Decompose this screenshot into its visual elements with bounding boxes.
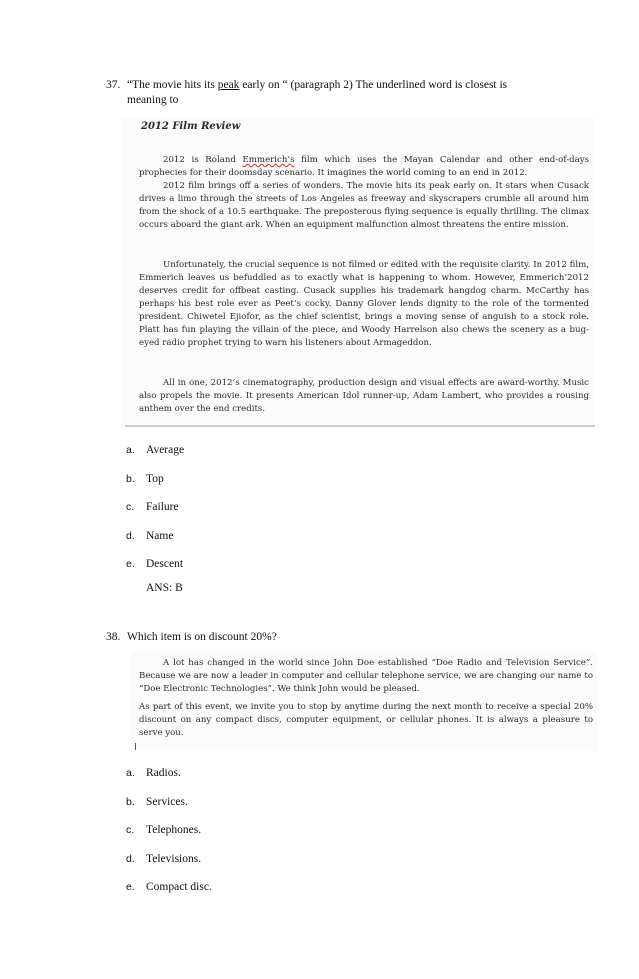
underlined-word: peak: [217, 79, 240, 91]
passage-paragraph-3: Unfortunately, the crucial sequence is not filmed or edited with the requisite clarity. In 2012 film, Emmerich leaves us befuddled as to exactly what is happening to whom. However, Emmerich’2012 deserves credit for offbeat casting. Cusack supplies his trademark hangdog charm. McCarthy has perhaps his best role ever as Peet’s cocky. Danny Glover lends dignity to the role of the tormented president. Chiwetel Ejiofor, as the chief scientist, brings a moving sense of anguish to a stock role. Platt has fun playing the villain of the piece, and Woody Harrelson also chews the scenery as a bug-eyed radio prophet trying to warn his listeners about Armageddon.: [139, 260, 589, 348]
option-b[interactable]: b. Services.: [126, 796, 188, 808]
option-b[interactable]: b. Top: [126, 473, 164, 485]
option-e[interactable]: e. Compact disc.: [126, 881, 212, 893]
question-number: 37.: [106, 79, 121, 91]
question-38: [106, 630, 546, 645]
passage-title: 2012 Film Review: [141, 121, 241, 132]
spellcheck-word: Emmerich’s: [242, 155, 295, 165]
option-a[interactable]: a. Radios.: [126, 767, 181, 779]
notice-paragraph-2: As part of this event, we invite you to stop by anytime during the next month to receive a special 20% discount on any compact discs, computer equipment, or cellular phones. It is always a pleasure to serve you.: [139, 702, 593, 738]
notice-paragraph-1: A lot has changed in the world since John Doe established “Doe Radio and Television Service”. Because we are now a leader in computer and cellular telephone service, we are changing our name to “Doe Electronic Technologies”. We think John would be pleased.: [139, 658, 593, 694]
answer-key: ANS: B: [146, 582, 183, 594]
option-c[interactable]: c. Failure: [126, 501, 179, 513]
question-number: 38.: [106, 631, 121, 643]
option-e[interactable]: e. Descent: [126, 558, 184, 570]
question-text-continued: meaning to: [127, 94, 179, 106]
text-cursor-mark: [135, 743, 136, 750]
film-review-passage-image: [121, 118, 595, 427]
image-bottom-edge: [125, 425, 595, 427]
passage-paragraph-2: 2012 film brings off a series of wonders. The movie hits its peak early on. It stars when Cusack drives a limo through the streets of Los Angeles as freeway and skyscrapers crumble all around him from the shock of a 10.5 earthquake. The preposterous flying sequence is equally thrilling. The climax occurs aboard the giant ark. When an equipment malfunction almost threatens the entire mission.: [139, 181, 589, 230]
question-37: [106, 78, 546, 108]
option-d[interactable]: d. Name: [126, 530, 174, 542]
option-c[interactable]: c. Telephones.: [126, 824, 202, 836]
option-d[interactable]: d. Televisions.: [126, 853, 202, 865]
option-a[interactable]: a. Average: [126, 444, 185, 456]
question-text-post: early on “ (paragraph 2) The underlined word is closest is: [239, 79, 508, 91]
passage-paragraph-4: All in one, 2012’s cinematography, production design and visual effects are award-worthy. Music also propels the movie. It presents American Idol runner-up, Adam Lambert, who provides a rousing anthem over the end credits.: [139, 378, 589, 414]
passage-paragraph-1: 2012 is Roland Emmerich’s film which uses the Mayan Calendar and other end-of-days prophecies for their doomsday scenario. It imagines the world coming to an end in 2012.: [139, 155, 589, 178]
question-text-pre: “The movie hits its: [127, 79, 218, 91]
question-text: Which item is on discount 20%?: [127, 631, 277, 643]
doe-notice-passage-image: [131, 651, 597, 751]
